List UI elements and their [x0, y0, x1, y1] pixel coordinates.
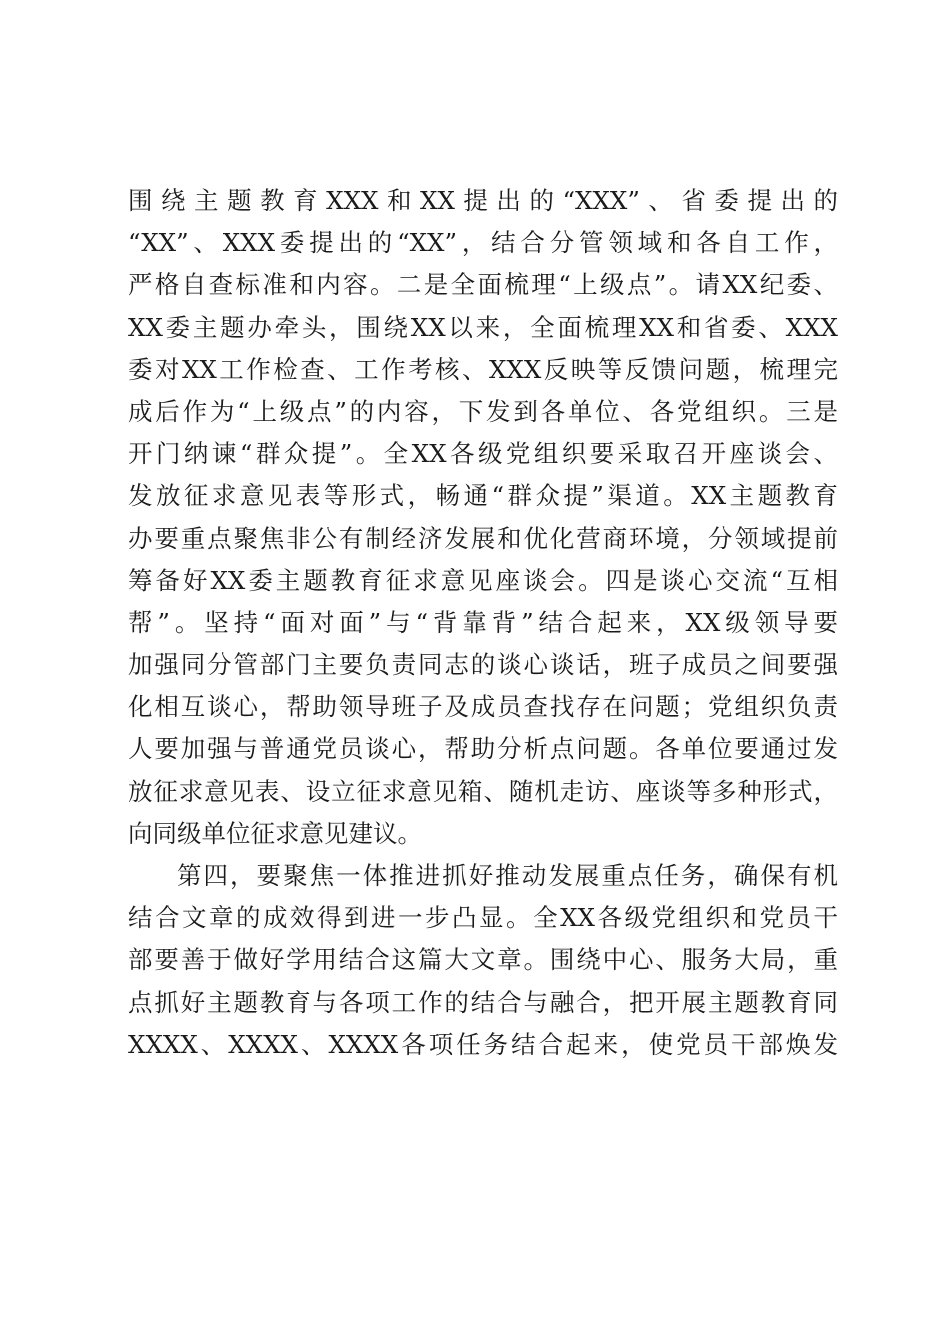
text-line: 严格自查标准和内容。二是全面梳理“上级点”。请XX纪委、 — [128, 270, 838, 300]
text-line: “XX”、XXX委提出的“XX”，结合分管领域和各自工作， — [128, 228, 838, 258]
text-line: 开门纳谏“群众提”。全XX各级党组织要采取召开座谈会、 — [128, 439, 838, 469]
text-line: 发放征求意见表等形式，畅通“群众提”渠道。XX主题教育 — [128, 481, 838, 511]
text-line: 结合文章的成效得到进一步凸显。全XX各级党组织和党员干 — [128, 903, 838, 933]
text-line: 围绕主题教育XXX和XX提出的“XXX”、省委提出的 — [128, 186, 838, 215]
text-line: XX委主题办牵头，围绕XX以来，全面梳理XX和省委、XXX — [128, 312, 838, 342]
paragraph-1 — [128, 180, 838, 855]
text-line: 放征求意见表、设立征求意见箱、随机走访、座谈等多种形式， — [128, 776, 838, 806]
text-line: 帮”。坚持“面对面”与“背靠背”结合起来，XX级领导要 — [128, 607, 838, 637]
text-line: 向同级单位征求意见建议。 — [128, 818, 422, 848]
text-line: 点抓好主题教育与各项工作的结合与融合，把开展主题教育同 — [128, 987, 838, 1017]
text-line: 成后作为“上级点”的内容，下发到各单位、各党组织。三是 — [128, 396, 838, 426]
text-line: 化相互谈心，帮助领导班子及成员查找存在问题；党组织负责 — [128, 692, 838, 722]
text-line: 筹备好XX委主题教育征求意见座谈会。四是谈心交流“互相 — [128, 565, 838, 595]
text-line: XXXX、XXXX、XXXX各项任务结合起来，使党员干部焕发 — [128, 1029, 838, 1059]
text-line: 加强同分管部门主要负责同志的谈心谈话，班子成员之间要强 — [128, 650, 838, 680]
paragraph-2 — [128, 855, 838, 1066]
text-line: 委对XX工作检查、工作考核、XXX反映等反馈问题，梳理完 — [128, 354, 838, 384]
body-text — [128, 180, 838, 1066]
text-line: 办要重点聚焦非公有制经济发展和优化营商环境，分领域提前 — [128, 523, 838, 553]
text-line: 部要善于做好学用结合这篇大文章。围绕中心、服务大局，重 — [128, 945, 838, 975]
text-line: 第四，要聚焦一体推进抓好推动发展重点任务，确保有机 — [177, 861, 838, 890]
text-line: 人要加强与普通党员谈心，帮助分析点问题。各单位要通过发 — [128, 734, 838, 764]
